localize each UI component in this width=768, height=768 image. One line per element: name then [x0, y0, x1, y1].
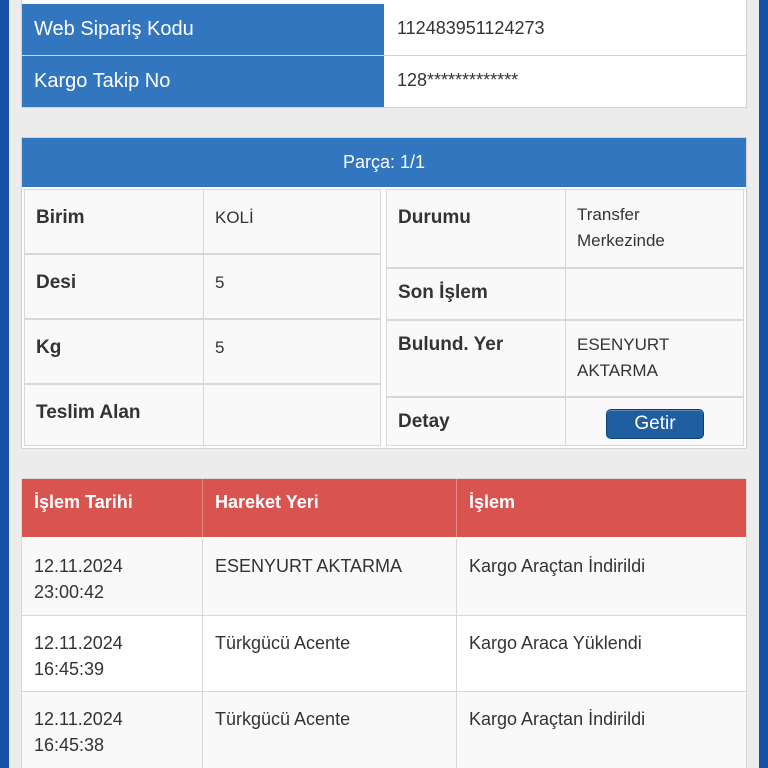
son-islem-label: Son İşlem [386, 268, 566, 320]
row-3-date: 12.11.2024 [34, 709, 123, 729]
row-3-time: 16:45:38 [34, 735, 105, 755]
table-row-2-date [22, 616, 203, 692]
row-1-place: ESENYURT AKTARMA [203, 539, 457, 616]
web-order-code-label: Web Sipariş Kodu [22, 4, 384, 55]
son-islem-value [565, 268, 744, 320]
row-1-action: Kargo Araçtan İndirildi [457, 539, 746, 616]
row-1-time: 23:00:42 [34, 582, 105, 602]
row-2-place: Türkgücü Acente [203, 616, 457, 692]
movements-table [21, 478, 747, 768]
detay-value [565, 397, 744, 446]
kg-value: 5 [203, 319, 381, 384]
row-2-action: Kargo Araca Yüklendi [457, 616, 746, 692]
table-row-3-date [22, 692, 203, 768]
table-row-1-date [22, 539, 203, 616]
parca-panel [21, 137, 747, 449]
col-header-islem-tarihi: İşlem Tarihi [22, 479, 203, 537]
web-order-code-value: 112483951124273 [397, 18, 545, 38]
row-2-date: 12.11.2024 [34, 633, 123, 653]
tracking-no-value: 128************* [397, 70, 519, 90]
col-header-islem: İşlem [457, 479, 746, 537]
col-header-hareket-yeri: Hareket Yeri [203, 479, 457, 537]
parca-header: Parça: 1/1 [22, 138, 746, 187]
row-3-action: Kargo Araçtan İndirildi [457, 692, 746, 768]
getir-button[interactable]: Getir [606, 409, 704, 439]
bulund-yer-value: ESENYURT AKTARMA [565, 320, 744, 397]
row-1-date: 12.11.2024 [34, 556, 123, 576]
page-viewport [9, 0, 759, 768]
teslim-alan-label: Teslim Alan [24, 384, 204, 446]
teslim-alan-value [203, 384, 381, 446]
desi-value: 5 [203, 254, 381, 319]
order-info-row-web-order-code [22, 4, 746, 56]
bulund-yer-label: Bulund. Yer [386, 320, 566, 397]
row-2-time: 16:45:39 [34, 659, 105, 679]
detay-label: Detay [386, 397, 566, 446]
durumu-label: Durumu [386, 189, 566, 268]
desi-label: Desi [24, 254, 204, 319]
tracking-no-label: Kargo Takip No [22, 56, 384, 107]
row-3-place: Türkgücü Acente [203, 692, 457, 768]
kg-label: Kg [24, 319, 204, 384]
birim-value: KOLİ [203, 189, 381, 254]
birim-label: Birim [24, 189, 204, 254]
order-info-table [21, 0, 747, 108]
durumu-value: Transfer Merkezinde [565, 189, 744, 268]
order-info-row-tracking-no [22, 56, 746, 108]
